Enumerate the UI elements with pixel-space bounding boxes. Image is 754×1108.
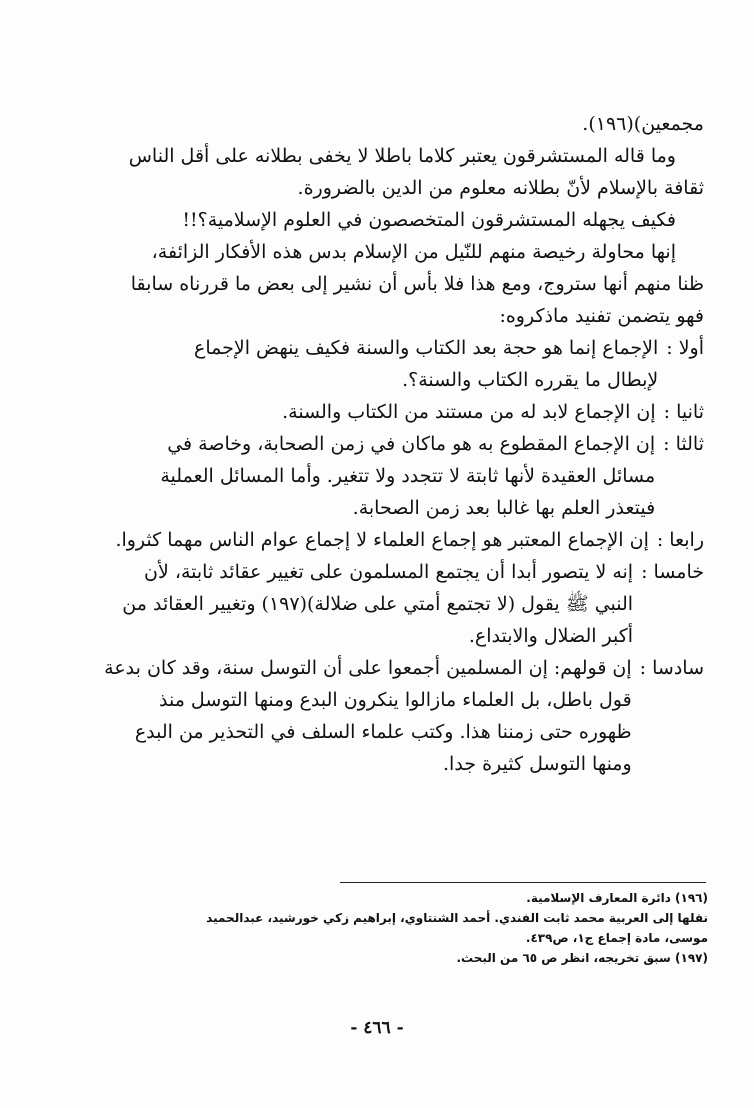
item-line: إن قولهم: إن المسلمين أجمعوا على أن التوسل سنة، وقد كان بدعة [104,657,632,679]
item-label: سادسا : [639,657,704,679]
item-line: أكبر الضلال والابتداع. [468,625,634,647]
list-item-sixth [100,652,704,780]
item-body [100,556,633,652]
item-line: إن الإجماع المقطوع به هو ماكان في زمن الصحابة، وخاصة في [167,433,656,455]
list-item-third [100,428,704,524]
paragraph-line: ظنا منهم أنها ستروج، ومع هذا فلا بأس أن نشير إلى بعض ما قررناه سابقا [130,273,704,295]
item-line: إنه لا يتصور أبدا أن يجتمع المسلمون على تغيير عقائد ثابتة، لأن [144,561,634,583]
item-line: ومنها التوسل كثيرة جدا. [443,753,632,775]
page-number: - ٤٦٦ - [350,1018,404,1038]
footnote-196-line: نقلها إلى العربية محمد ثابت الفندي. أحمد الشنتاوي، إبراهيم زكي خورشيد، عبدالحميد [206,911,708,925]
list-item-fourth [100,524,704,556]
item-label: خامسا : [641,561,704,583]
item-line: الإجماع إنما هو حجة بعد الكتاب والسنة فكيف ينهض الإجماع [194,337,659,359]
paragraph-line: مجمعين)(١٩٦). [582,113,704,135]
item-line: قول باطل، بل العلماء مازالوا ينكرون البدع ومنها التوسل منذ [159,689,632,711]
item-label: ثانيا : [663,401,704,423]
item-label: أولا : [666,337,704,359]
item-line: مسائل العقيدة لأنها ثابتة لا تتجدد ولا تتغير. وأما المسائل العملية [160,465,656,487]
list-item-second [100,396,704,428]
footnote-196-line: موسى، مادة إجماع ج١، ص٤٣٩. [525,931,708,945]
item-line: فيتعذر العلم بها غالبا بعد زمن الصحابة. [352,497,656,519]
main-text [100,108,704,780]
paragraph-line: ثقافة بالإسلام لأنّ بطلانه معلوم من الدين بالضرورة. [297,177,704,199]
item-body [100,332,658,396]
item-line: إن الإجماع المعتبر هو إجماع العلماء لا إجماع عوام الناس مهما كثروا. [115,529,649,551]
list-item-fifth [100,556,704,652]
item-label: ثالثا : [663,433,704,455]
item-line: ظهوره حتى زمننا هذا. وكتب علماء السلف في التحذير من البدع [134,721,632,743]
footnote-197: (١٩٧) سبق تخريجه، انظر ص ٦٥ من البحث. [456,951,708,965]
item-body [100,652,632,780]
item-label: رابعا : [656,529,704,551]
item-body [100,428,655,524]
paragraph-line: وما قاله المستشرقون يعتبر كلاما باطلا لا يخفى بطلانه على أقل الناس [128,145,676,167]
item-line: لإبطال ما يقرره الكتاب والسنة؟. [402,369,659,391]
list-item-first [100,332,704,396]
paragraph-line: فكيف يجهله المستشرقون المتخصصون في العلوم الإسلامية؟!! [182,209,676,231]
paragraph-line: إنها محاولة رخيصة منهم للنّيل من الإسلام بدس هذه الأفكار الزائفة، [151,241,676,263]
item-line: النبي ﷺ يقول (لا تجتمع أمتي على ضلالة)(١٩٧) وتغيير العقائد من [122,593,634,615]
paragraph-line: فهو يتضمن تفنيد ماذكروه: [499,305,704,327]
item-body [100,524,649,556]
footnote-divider [340,882,706,883]
footnote-196: (١٩٦) دائرة المعارف الإسلامية. [526,891,708,905]
item-line: إن الإجماع لابد له من مستند من الكتاب والسنة. [282,401,656,423]
item-body [100,396,656,428]
footnotes [90,888,708,968]
